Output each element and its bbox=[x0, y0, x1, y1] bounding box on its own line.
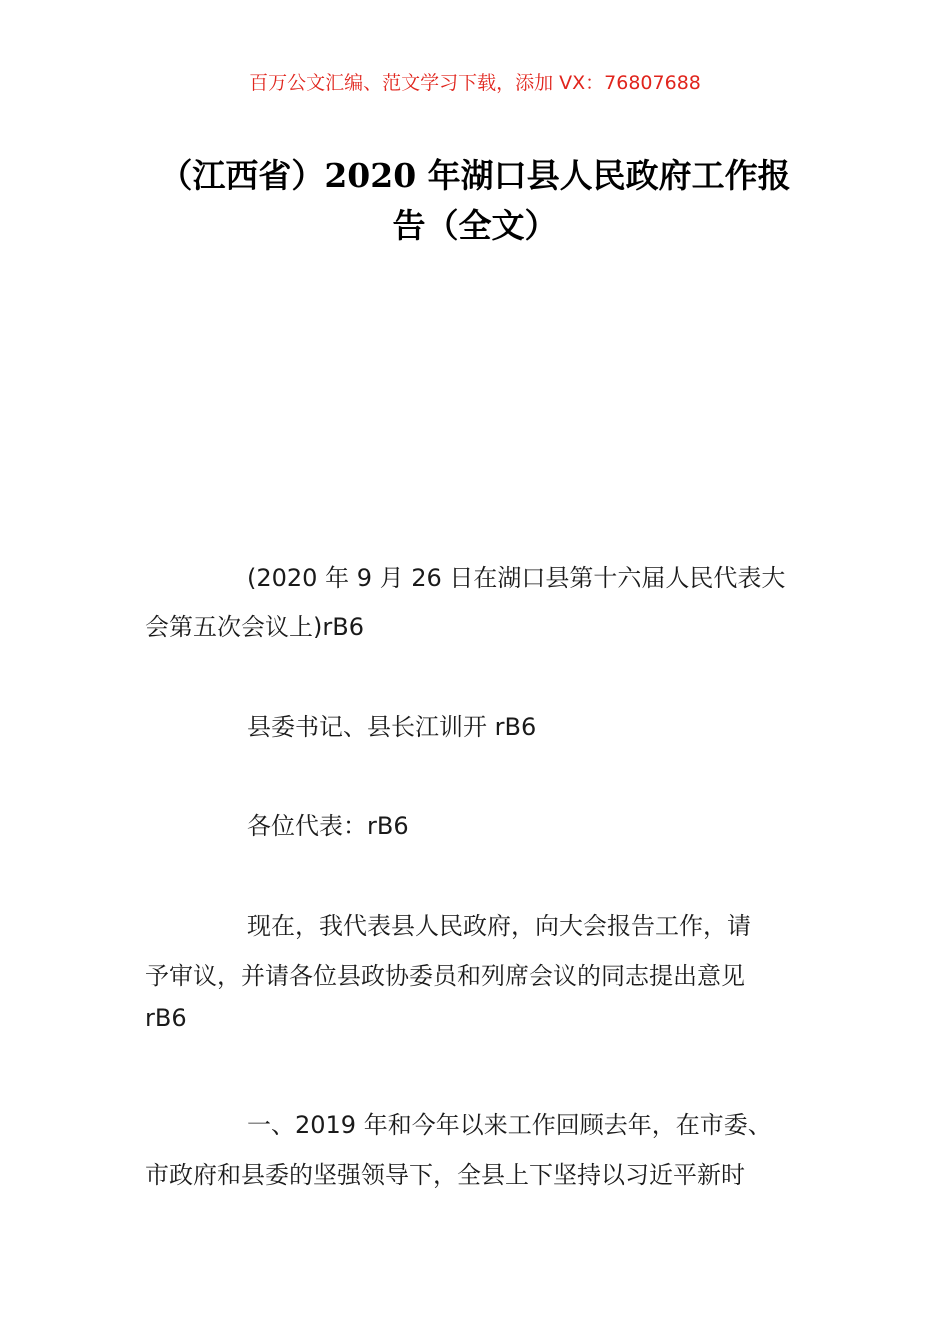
watermark-header: 百万公文汇编、范文学习下载，添加 VX：76807688 bbox=[249, 72, 701, 94]
paragraph-line: 市政府和县委的坚强领导下，全县上下坚持以习近平新时 bbox=[145, 1161, 745, 1189]
paragraph-line: 会第五次会议上)rB6 bbox=[145, 613, 364, 641]
document-title-line-1: （江西省）2020 年湖口县人民政府工作报 bbox=[159, 156, 791, 195]
paragraph-line: 县委书记、县长江训开 rB6 bbox=[247, 713, 537, 741]
document-title-line-2: 告（全文） bbox=[392, 206, 558, 245]
paragraph-line: rB6 bbox=[145, 1004, 187, 1032]
paragraph-line: 各位代表：rB6 bbox=[247, 812, 409, 840]
paragraph-line: 一、2019 年和今年以来工作回顾去年，在市委、 bbox=[247, 1111, 772, 1139]
paragraph-line: 现在，我代表县人民政府，向大会报告工作，请 bbox=[247, 912, 751, 940]
paragraph-line: (2020 年 9 月 26 日在湖口县第十六届人民代表大 bbox=[247, 564, 786, 592]
paragraph-line: 予审议，并请各位县政协委员和列席会议的同志提出意见 bbox=[145, 962, 745, 990]
